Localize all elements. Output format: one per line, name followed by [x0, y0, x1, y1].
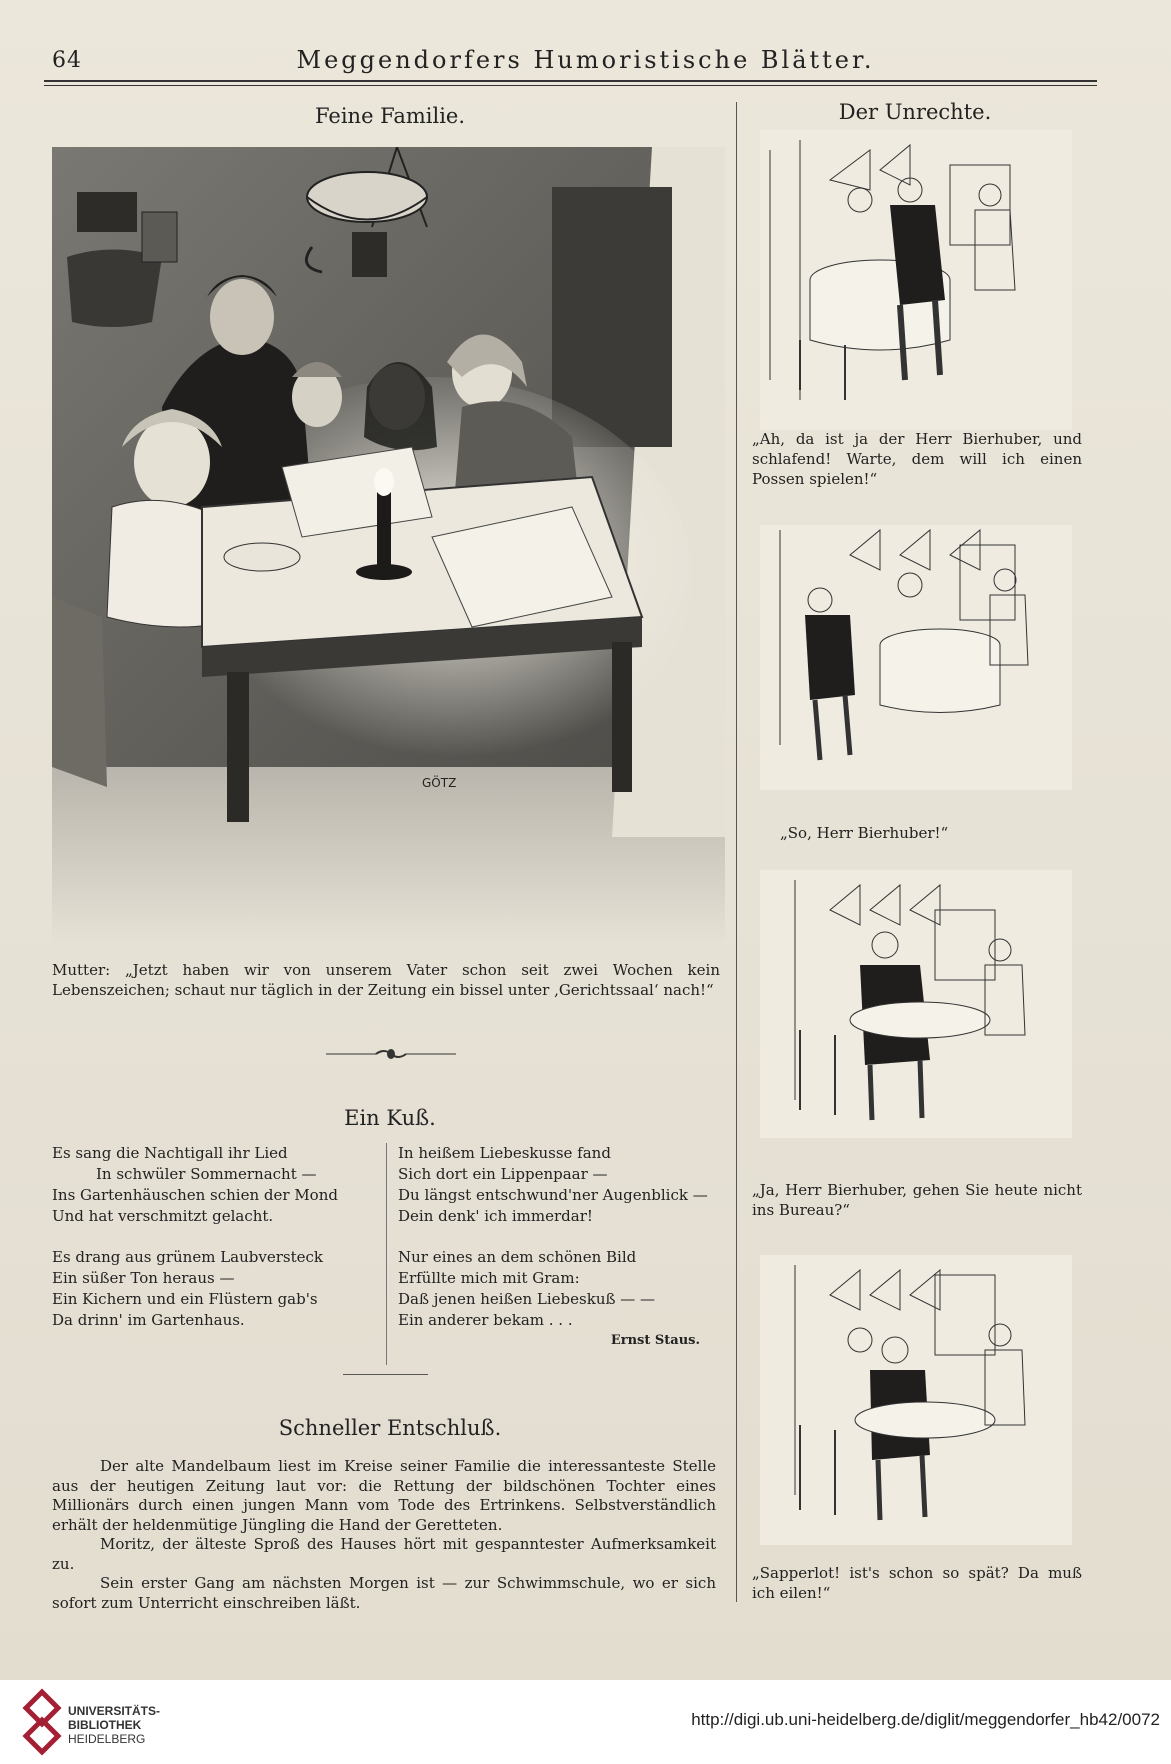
poem-line: Nur eines an dem schönen Bild — [398, 1248, 637, 1266]
poem-line: Ein anderer bekam . . . — [398, 1311, 573, 1329]
cartoon-caption-4: „Sapperlot! ist's schon so spät? Da muß ich eilen!“ — [752, 1564, 1082, 1602]
poem-stanza — [398, 1143, 738, 1227]
poem-line: Erfüllte mich mit Gram: — [398, 1269, 580, 1287]
poem-stanza — [398, 1247, 738, 1331]
paragraph: Der alte Mandelbaum liest im Kreise seiner Familie die interessanteste Stelle aus der heutigen Zeitung laut vor: die Rettung der bildschönen Tochter eines Millionärs durch einen jungen Mann vom Tode des Ertrinkens. Selbstverständlich erhält der heldenmütige Jüngling die Hand der Geretteten. — [52, 1457, 716, 1534]
feine-familie-title: Feine Familie. — [314, 104, 466, 128]
poem-line: Du längst entschwund'ner Augenblick — — [398, 1186, 708, 1204]
illustration-signature: GÖTZ — [422, 776, 457, 790]
section-rule — [343, 1374, 428, 1375]
paragraph: Sein erster Gang am nächsten Morgen ist — zur Schwimmschule, wo er sich sofort zum Unterricht einschreiben läßt. — [52, 1574, 716, 1612]
poem-line: In schwüler Sommernacht — — [96, 1165, 317, 1183]
family-illustration — [52, 147, 725, 942]
university-logo — [22, 1688, 62, 1756]
header-rule-thin — [44, 85, 1097, 86]
header-rule — [44, 80, 1097, 82]
poem-line: Ins Gartenhäuschen schien der Mond — [52, 1186, 338, 1204]
poem-line: Daß jenen heißen Liebeskuß — — — [398, 1290, 656, 1308]
cartoon-panel-4 — [760, 1255, 1072, 1545]
cartoon-panel-1 — [760, 130, 1072, 430]
source-url[interactable]: http://digi.ub.uni-heidelberg.de/diglit/meggendorfer_hb42/0072 — [691, 1710, 1160, 1729]
feine-familie-caption — [52, 960, 720, 1000]
schneller-entschluss-text — [52, 1457, 716, 1613]
library-name — [68, 1704, 160, 1746]
paragraph: Moritz, der älteste Sproß des Hauses hört mit gespanntester Aufmerksamkeit zu. — [52, 1535, 716, 1573]
column-divider — [736, 102, 737, 1602]
library-line: UNIVERSITÄTS- — [68, 1704, 161, 1718]
poem-line: Sich dort ein Lippenpaar — — [398, 1165, 608, 1183]
poem-right-column — [398, 1143, 738, 1351]
library-line: HEIDELBERG — [68, 1732, 146, 1746]
cartoon-caption-1: „Ah, da ist ja der Herr Bierhuber, und schlafend! Warte, dem will ich einen Possen spielen!“ — [752, 430, 1082, 488]
poem-column-divider — [386, 1143, 387, 1365]
cartoon-caption-3: „Ja, Herr Bierhuber, gehen Sie heute nicht ins Bureau?“ — [752, 1181, 1082, 1219]
ornament-divider — [326, 1046, 456, 1062]
cartoon-panel-2 — [760, 525, 1072, 790]
poem-line: Es drang aus grünem Laubversteck — [52, 1248, 323, 1266]
poem-line: Dein denk' ich immerdar! — [398, 1207, 593, 1225]
poem-line: Ein süßer Ton heraus — — [52, 1269, 235, 1287]
der-unrechte-title: Der Unrechte. — [838, 100, 992, 124]
poem-line: Ein Kichern und ein Flüstern gab's — [52, 1290, 318, 1308]
schneller-entschluss-title: Schneller Entschluß. — [278, 1416, 502, 1440]
poem-line: Da drinn' im Gartenhaus. — [52, 1311, 245, 1329]
poem-stanza — [52, 1247, 382, 1331]
ein-kuss-title: Ein Kuß. — [344, 1106, 436, 1130]
cartoon-caption-2: „So, Herr Bierhuber!“ — [780, 824, 949, 842]
poem-line: Es sang die Nachtigall ihr Lied — [52, 1144, 288, 1162]
poem-line: In heißem Liebeskusse fand — [398, 1144, 611, 1162]
caption-text: „Jetzt haben wir von unserem Vater schon seit zwei Wochen kein Lebenszeichen; schaut nur täglich in der Zeitung ein bissel unter ‚Gerichtssaal‘ nach!“ — [52, 961, 720, 999]
library-line: BIBLIOTHEK — [68, 1718, 142, 1732]
poem-author: Ernst Staus. — [610, 1333, 700, 1348]
poem-line: Und hat verschmitzt gelacht. — [52, 1207, 274, 1225]
poem-left-column — [52, 1143, 382, 1351]
poem-stanza — [52, 1143, 382, 1227]
journal-title: Meggendorfers Humoristische Blätter. — [296, 46, 875, 74]
page-number: 64 — [52, 48, 82, 73]
caption-speaker: Mutter: — [52, 961, 111, 979]
cartoon-panel-3 — [760, 870, 1072, 1138]
